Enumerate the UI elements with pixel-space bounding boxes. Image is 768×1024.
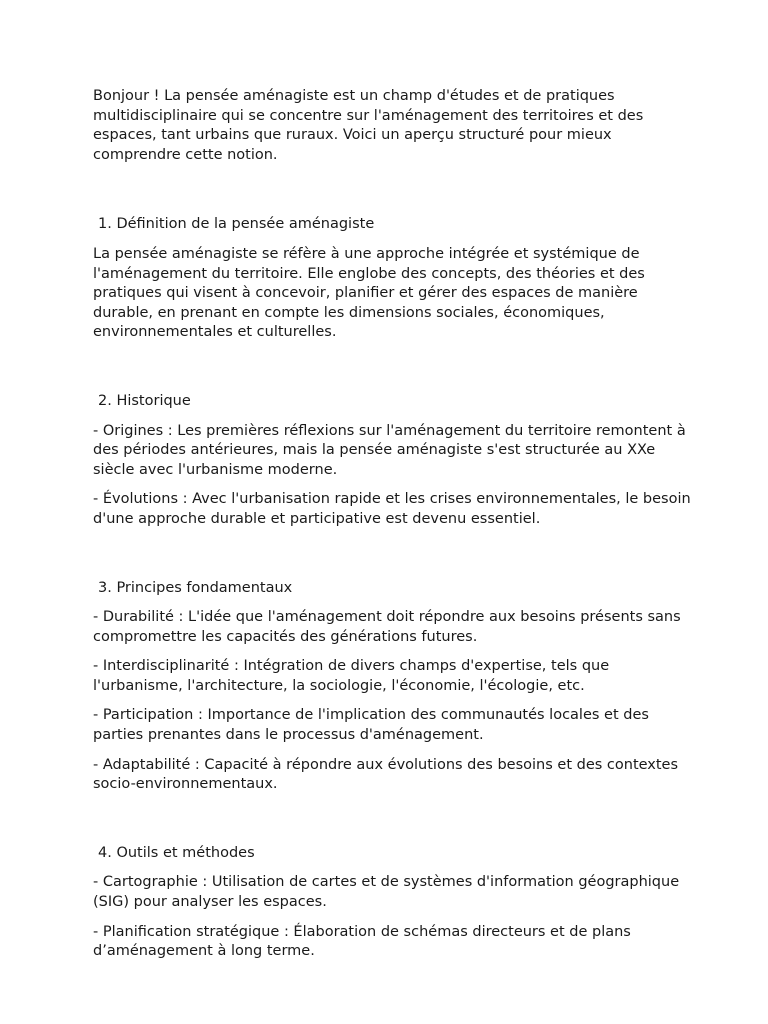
section-historique: [93, 392, 693, 530]
section-paragraph: - Cartographie : Utilisation de cartes et de systèmes d'information géographique (SIG) pour analyser les espaces.: [93, 874, 680, 911]
section-paragraph: - Planification stratégique : Élaboration de schémas directeurs et de plans d’aménagement à long terme.: [93, 923, 631, 960]
section-principes: [93, 579, 693, 795]
section-heading: 2. Historique: [98, 392, 191, 409]
intro-paragraph: Bonjour ! La pensée aménagiste est un champ d'études et de pratiques multidisciplinaire qui se concentre sur l'aménagement des territoires et des espaces, tant urbains que ruraux. Voici un aperçu structuré pour mieux comprendre cette notion.: [93, 88, 644, 163]
section-paragraph: - Évolutions : Avec l'urbanisation rapide et les crises environnementales, le besoin d'une approche durable et participative est devenu essentiel.: [93, 491, 691, 527]
section-outils: [93, 844, 693, 962]
section-paragraph: - Participation : Importance de l'implication des communautés locales et des parties prenantes dans le processus d'aménagement.: [93, 707, 649, 744]
section-heading: 1. Définition de la pensée aménagiste: [98, 216, 375, 233]
section-paragraph: - Durabilité : L'idée que l'aménagement doit répondre aux besoins présents sans compromettre les capacités des générations futures.: [93, 609, 681, 645]
section-paragraph: - Origines : Les premières réflexions sur l'aménagement du territoire remontent à des périodes antérieures, mais la pensée aménagiste s'est structurée au XXe siècle avec l'urbanisme moderne.: [93, 422, 686, 478]
section-heading: 4. Outils et méthodes: [98, 844, 255, 861]
section-heading: 3. Principes fondamentaux: [98, 579, 293, 596]
section-paragraph: La pensée aménagiste se réfère à une approche intégrée et systémique de l'aménagement du territoire. Elle englobe des concepts, des théories et des pratiques qui visent à concevoir, planifier et gérer des espaces de manière durable, en prenant en compte les dimensions sociales, économiques, environnementales et culturelles.: [93, 245, 645, 341]
section-definition: [93, 215, 693, 343]
document-page: [93, 87, 693, 962]
section-paragraph: - Adaptabilité : Capacité à répondre aux évolutions des besoins et des contextes socio-environnementaux.: [93, 756, 679, 793]
section-paragraph: - Interdisciplinarité : Intégration de divers champs d'expertise, tels que l'urbanisme, l'architecture, la sociologie, l'économie, l'écologie, etc.: [93, 658, 610, 694]
